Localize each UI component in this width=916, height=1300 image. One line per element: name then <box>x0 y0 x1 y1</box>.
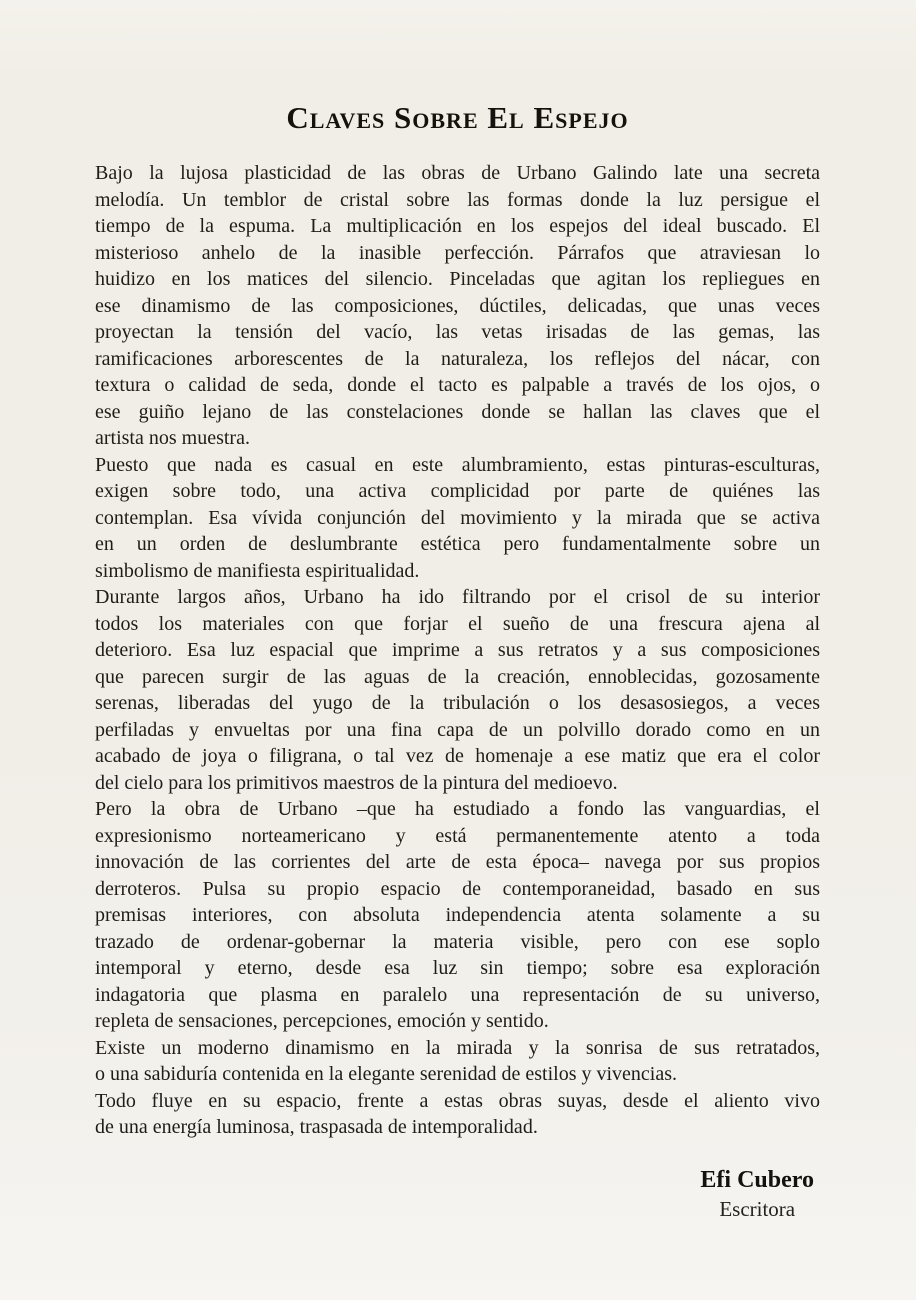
text-line: acabado de joya o filigrana, o tal vez de homenaje a ese matiz que era el color <box>95 745 820 767</box>
text-line: intemporal y eterno, desde esa luz sin tiempo; sobre esa exploración <box>95 957 820 979</box>
text-line: todos los materiales con que forjar el sueño de una frescura ajena al <box>95 612 820 635</box>
text-line: del cielo para los primitivos maestros de la pintura del medioevo. <box>95 771 618 794</box>
text-line: misterioso anhelo de la inasible perfección. Párrafos que atraviesan lo <box>95 241 820 264</box>
text-line: ramificaciones arborescentes de la naturaleza, los reflejos del nácar, con <box>95 347 820 370</box>
text-line: perfiladas y envueltas por una fina capa de un polvillo dorado como en un <box>95 718 820 741</box>
text-line: de una energía luminosa, traspasada de intemporalidad. <box>95 1116 538 1138</box>
text-line: contemplan. Esa vívida conjunción del movimiento y la mirada que se activa <box>95 506 820 529</box>
paragraph <box>95 452 820 585</box>
text-line: proyectan la tensión del vacío, las vetas irisadas de las gemas, las <box>95 321 820 343</box>
text-line: ese dinamismo de las composiciones, dúctiles, delicadas, que unas veces <box>95 294 820 317</box>
text-line: Existe un moderno dinamismo en la mirada y la sonrisa de sus retratados, <box>95 1036 820 1059</box>
text-line: huidizo en los matices del silencio. Pinceladas que agitan los repliegues en <box>95 268 820 290</box>
page-title: Claves Sobre El Espejo <box>286 100 629 135</box>
text-line: repleta de sensaciones, percepciones, emoción y sentido. <box>95 1010 549 1032</box>
text-line: indagatoria que plasma en paralelo una representación de su universo, <box>95 983 820 1006</box>
signature-role: Escritora <box>719 1196 796 1221</box>
paragraph <box>95 1035 820 1088</box>
text-line: Durante largos años, Urbano ha ido filtrando por el crisol de su interior <box>95 586 820 608</box>
text-line: trazado de ordenar-gobernar la materia visible, pero con ese soplo <box>95 930 820 953</box>
text-line: Pero la obra de Urbano –que ha estudiado a fondo las vanguardias, el <box>95 798 820 820</box>
signature-inner <box>700 1165 814 1223</box>
text-line: innovación de las corrientes del arte de esta época– navega por sus propios <box>95 851 820 873</box>
text-line: premisas interiores, con absoluta independencia atenta solamente a su <box>95 904 820 926</box>
text-line: textura o calidad de seda, donde el tacto es palpable a través de los ojos, o <box>95 374 820 396</box>
text-line: artista nos muestra. <box>95 427 250 449</box>
text-line: tiempo de la espuma. La multiplicación en los espejos del ideal buscado. El <box>95 215 820 237</box>
body-text <box>95 160 820 1141</box>
text-line: derroteros. Pulsa su propio espacio de contemporaneidad, basado en sus <box>95 877 820 900</box>
text-line: Todo fluye en su espacio, frente a estas obras suyas, desde el aliento vivo <box>95 1089 820 1112</box>
signature-name: Efi Cubero <box>700 1166 814 1193</box>
text-line: Bajo la lujosa plasticidad de las obras de Urbano Galindo late una secreta <box>95 162 820 184</box>
text-line: en un orden de deslumbrante estética pero fundamentalmente sobre un <box>95 533 820 555</box>
text-line: expresionismo norteamericano y está permanentemente atento a toda <box>95 824 820 847</box>
text-line: melodía. Un temblor de cristal sobre las formas donde la luz persigue el <box>95 188 820 211</box>
text-line: o una sabiduría contenida en la elegante serenidad de estilos y vivencias. <box>95 1063 678 1085</box>
text-line: ese guiño lejano de las constelaciones donde se hallan las claves que el <box>95 400 820 423</box>
signature-block <box>95 1165 814 1223</box>
text-line: simbolismo de manifiesta espiritualidad. <box>95 559 420 582</box>
text-line: exigen sobre todo, una activa complicidad por parte de quiénes las <box>95 480 820 502</box>
paragraph <box>95 584 820 796</box>
paragraph <box>95 1088 820 1141</box>
text-line: que parecen surgir de las aguas de la creación, ennoblecidas, gozosamente <box>95 665 820 688</box>
paragraph <box>95 160 820 452</box>
paragraph <box>95 796 820 1035</box>
text-line: deterioro. Esa luz espacial que imprime a sus retratos y a sus composiciones <box>95 639 820 661</box>
text-line: serenas, liberadas del yugo de la tribulación o los desasosiegos, a veces <box>95 692 820 714</box>
text-line: Puesto que nada es casual en este alumbramiento, estas pinturas-esculturas, <box>95 453 820 476</box>
